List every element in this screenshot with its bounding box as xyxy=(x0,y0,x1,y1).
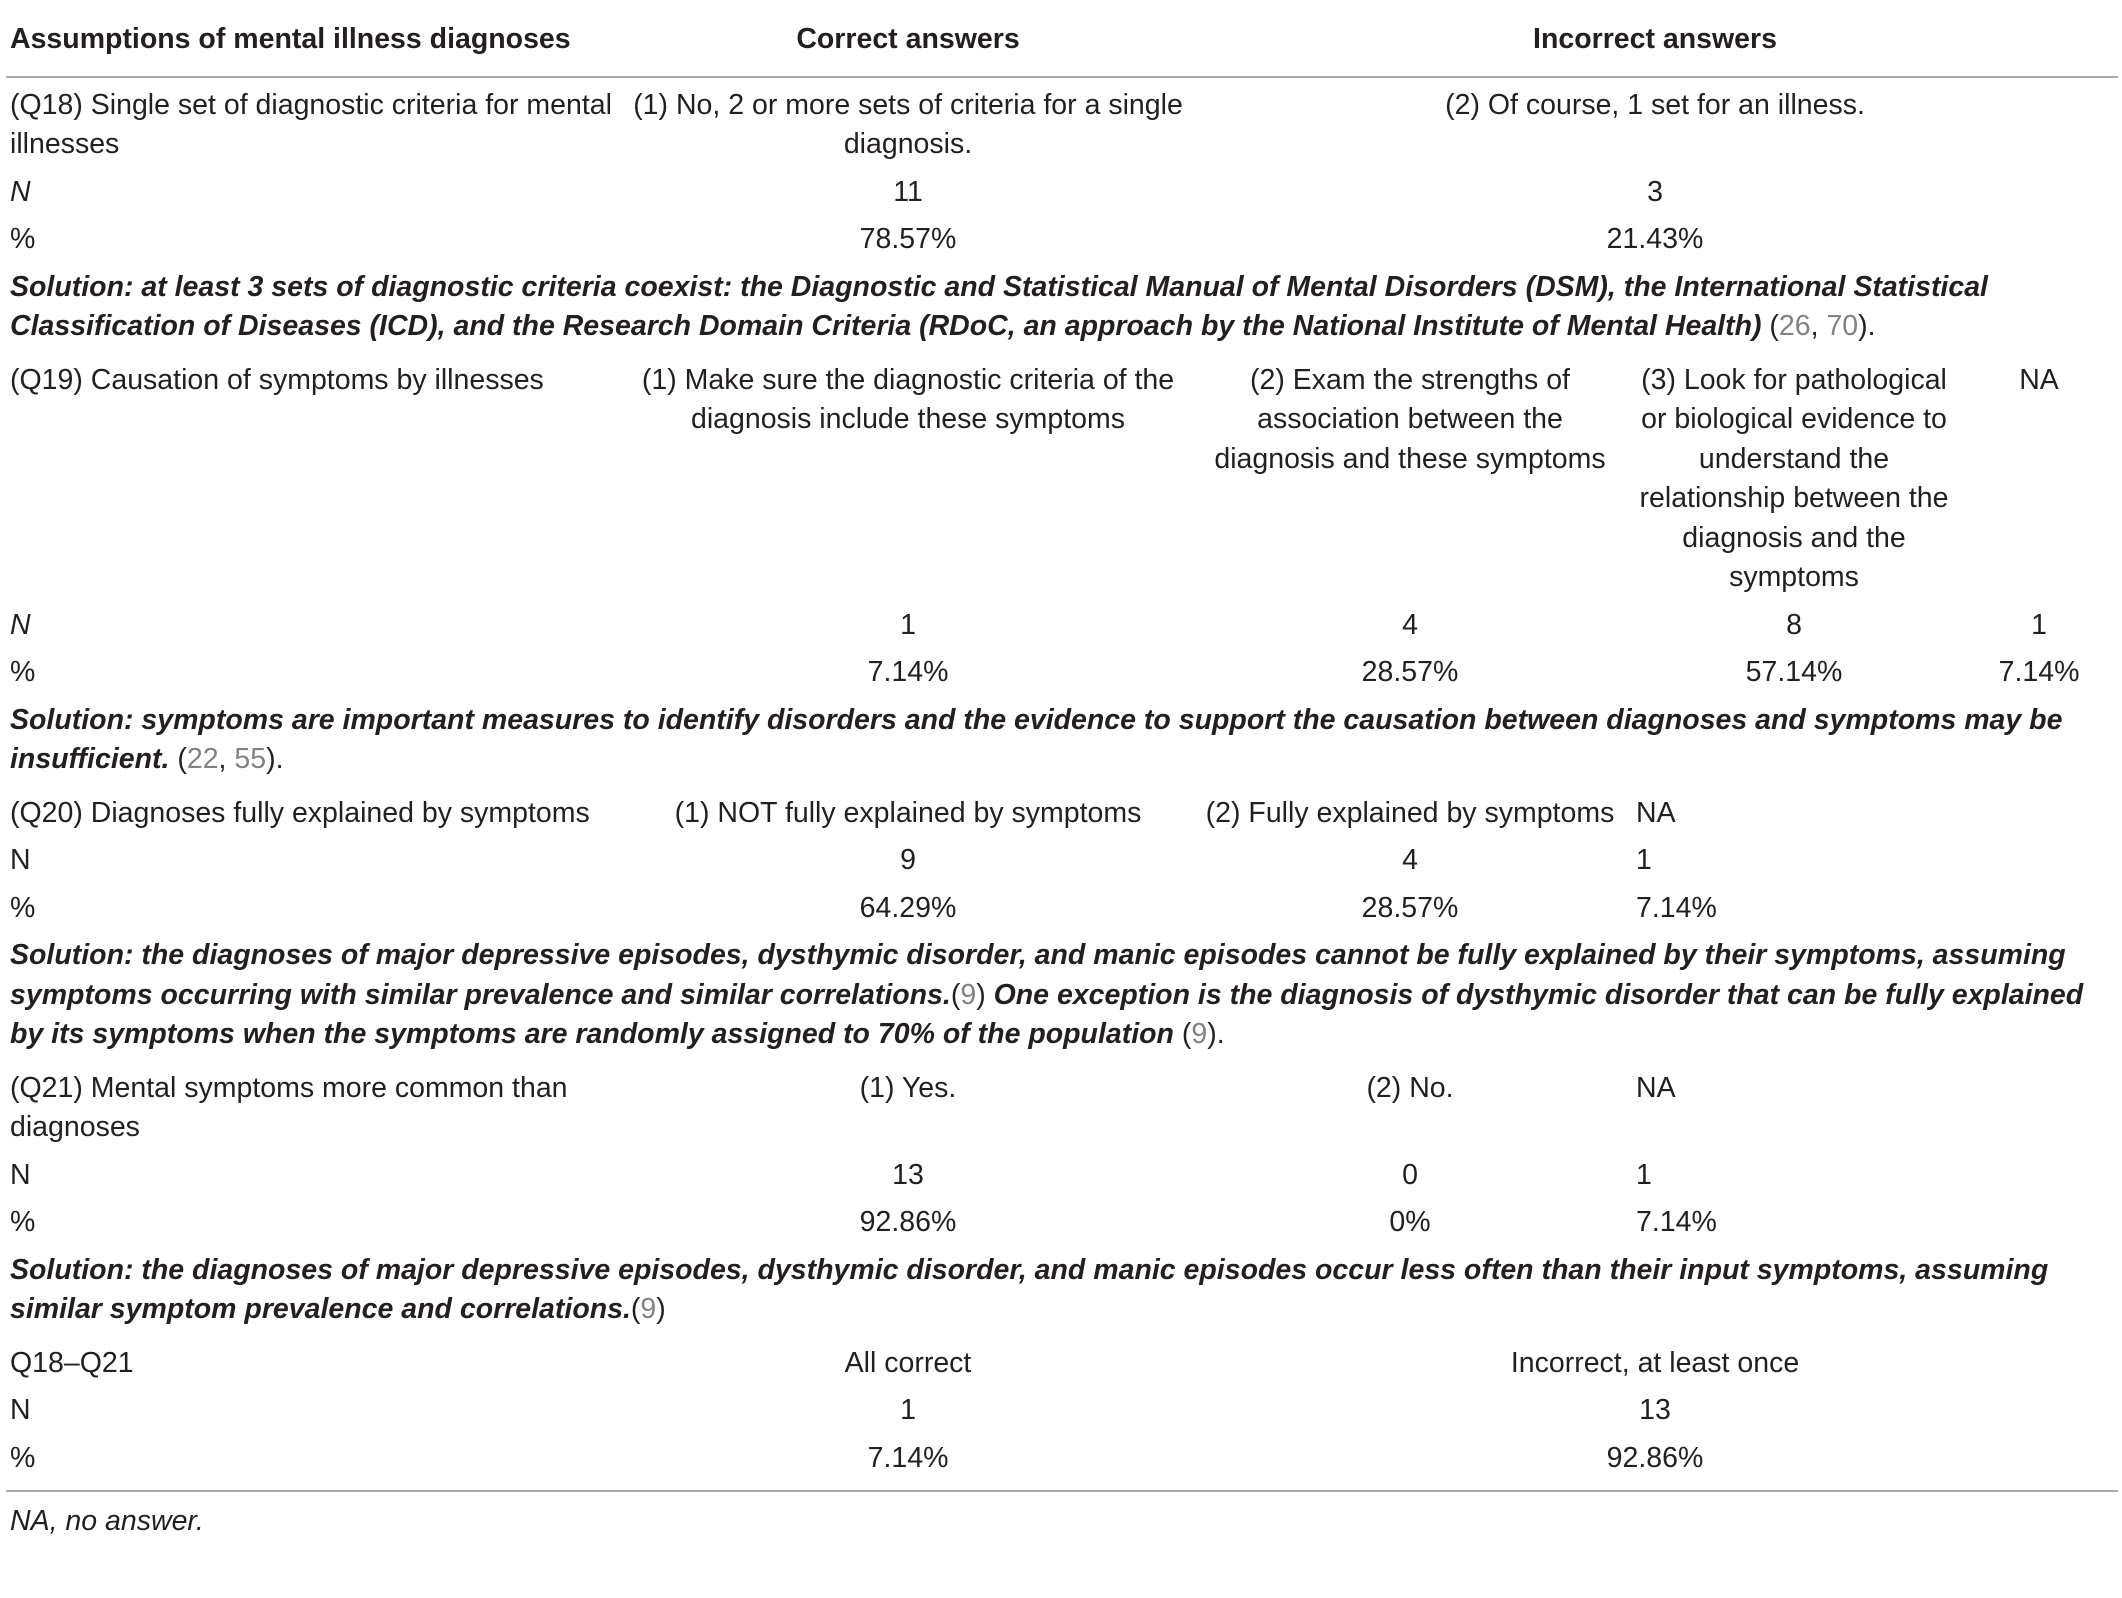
q19-percent-row xyxy=(6,651,2118,699)
q21-option-2: (2) No. xyxy=(1366,1071,1454,1104)
table-footnote: NA, no answer. xyxy=(10,1505,204,1537)
q20-n-1: 9 xyxy=(900,844,916,876)
q21-n-na: 1 xyxy=(1636,1158,1652,1191)
summary-n-incorrect: 13 xyxy=(1639,1394,1671,1426)
q21-solution xyxy=(6,1249,2118,1336)
q20-percent-row xyxy=(6,887,2118,935)
q20-ref-link-b[interactable]: 9 xyxy=(1191,1018,1208,1050)
q19-percent-3: 57.14% xyxy=(1745,656,1843,688)
q20-option-2: (2) Fully explained by symptoms xyxy=(1205,796,1615,829)
q19-n-1: 1 xyxy=(900,608,916,641)
q20-n-row xyxy=(6,839,2118,887)
q20-solution-text-b: One exception is the diagnosis of dysthymic disorder that can be fully explained by its symptoms when the symptoms are randomly assigned to 70% of the population xyxy=(10,978,2084,1050)
q18-solution-text: Solution: at least 3 sets of diagnostic criteria coexist: the Diagnostic and Statistical Manual of Mental Disorders (DSM), the International Statistical Classification of Diseases (ICD), and the Research Domain Criteria (RDoC, an approach by the National Institute of Mental Health) xyxy=(10,270,1988,342)
q19-solution-text: Solution: symptoms are important measures to identify disorders and the evidence to support the causation between diagnoses and symptoms may be insufficient. xyxy=(10,703,2063,775)
summary-label: Q18–Q21 xyxy=(10,1346,134,1379)
q20-option-1: (1) NOT fully explained by symptoms xyxy=(674,796,1142,829)
summary-option-incorrect: Incorrect, at least once xyxy=(1510,1346,1800,1379)
q20-n-label: N xyxy=(10,844,31,876)
q19-cite-sep: , xyxy=(218,743,235,775)
q20-percent-1: 64.29% xyxy=(859,891,957,924)
q20-question-row xyxy=(6,786,2118,840)
q20-solution xyxy=(6,934,2118,1061)
q21-option-1: (1) Yes. xyxy=(859,1071,957,1104)
q21-question: (Q21) Mental symptoms more common than diagnoses xyxy=(10,1071,568,1143)
q21-percent-label: % xyxy=(10,1206,36,1238)
q19-option-3: (3) Look for pathological or biological evidence to understand the relationship between the diagnosis and the symptoms xyxy=(1639,363,1949,593)
q20-percent-2: 28.57% xyxy=(1361,891,1459,924)
q18-cite-close: ). xyxy=(1858,310,1876,342)
q21-n-label: N xyxy=(10,1158,31,1191)
q18-n-correct: 11 xyxy=(893,175,923,208)
q19-cite-open: ( xyxy=(169,743,187,775)
q19-percent-1: 7.14% xyxy=(867,656,949,688)
q21-n-row xyxy=(6,1154,2118,1202)
q20-n-2: 4 xyxy=(1402,844,1418,876)
q18-option-2: (2) Of course, 1 set for an illness. xyxy=(1445,88,1865,121)
q19-question: (Q19) Causation of symptoms by illnesses xyxy=(10,363,544,396)
q20-n-na: 1 xyxy=(1636,844,1652,876)
q19-n-label: N xyxy=(10,608,31,641)
q21-solution-text: Solution: the diagnoses of major depressive episodes, dysthymic disorder, and manic episodes occur less often than their input symptoms, assuming similar symptom prevalence and correlations. xyxy=(10,1253,2049,1325)
q19-solution xyxy=(6,699,2118,786)
q19-n-3: 8 xyxy=(1786,608,1802,641)
q21-solution-row xyxy=(6,1249,2118,1336)
survey-results-table xyxy=(6,0,2118,1542)
q21-percent-row xyxy=(6,1201,2118,1249)
q20-solution-text-a: Solution: the diagnoses of major depressive episodes, dysthymic disorder, and manic episodes cannot be fully explained by their symptoms, assuming symptoms occurring with similar prevalence and similar correlations. xyxy=(10,939,2066,1011)
q20-percent-label: % xyxy=(10,891,36,924)
q20-question: (Q20) Diagnoses fully explained by symptoms xyxy=(10,796,590,829)
q19-percent-na: 7.14% xyxy=(1998,656,2080,688)
q18-solution xyxy=(6,266,2118,353)
q19-question-row xyxy=(6,353,2118,604)
q19-cite-close: ). xyxy=(266,743,284,775)
q21-n-1: 13 xyxy=(892,1158,924,1191)
q18-question: (Q18) Single set of diagnostic criteria for mental illnesses xyxy=(10,88,612,160)
q19-ref-link-1[interactable]: 22 xyxy=(186,743,219,775)
summary-option-all-correct: All correct xyxy=(844,1346,972,1379)
q18-percent-row xyxy=(6,218,2118,266)
q18-percent-correct: 78.57% xyxy=(859,223,957,255)
q20-ref-link-a[interactable]: 9 xyxy=(960,978,977,1011)
q18-n-incorrect: 3 xyxy=(1647,175,1663,208)
q21-option-na: NA xyxy=(1636,1071,1676,1104)
q19-option-2: (2) Exam the strengths of association between the diagnosis and these symptoms xyxy=(1214,363,1606,475)
q18-percent-incorrect: 21.43% xyxy=(1606,223,1704,255)
q19-percent-2: 28.57% xyxy=(1361,656,1459,688)
q18-ref-link-2[interactable]: 70 xyxy=(1826,310,1859,342)
q18-question-row xyxy=(6,77,2118,171)
footnote-row xyxy=(6,1491,2118,1542)
q19-n-2: 4 xyxy=(1402,608,1418,641)
header-assumptions: Assumptions of mental illness diagnoses xyxy=(6,0,624,77)
q21-percent-1: 92.86% xyxy=(859,1206,957,1238)
summary-n-row xyxy=(6,1389,2118,1437)
q18-solution-row xyxy=(6,266,2118,353)
q18-option-1: (1) No, 2 or more sets of criteria for a single diagnosis. xyxy=(633,88,1183,160)
q21-cite-close: ) xyxy=(656,1293,666,1325)
q18-n-label: N xyxy=(10,175,31,208)
q21-ref-link-1[interactable]: 9 xyxy=(640,1293,657,1325)
header-correct-answers: Correct answers xyxy=(624,0,1192,77)
q21-percent-na: 7.14% xyxy=(1636,1206,1717,1238)
q18-percent-label: % xyxy=(10,223,36,255)
q20-cite-a-open: ( xyxy=(950,978,961,1011)
q21-percent-2: 0% xyxy=(1389,1206,1431,1238)
q19-percent-label: % xyxy=(10,656,36,688)
summary-n-label: N xyxy=(10,1394,31,1426)
q20-solution-row xyxy=(6,934,2118,1061)
q19-n-na: 1 xyxy=(2031,608,2047,641)
q21-cite-open: ( xyxy=(630,1293,641,1325)
q20-percent-na: 7.14% xyxy=(1636,891,1717,924)
table-header-row xyxy=(6,0,2118,77)
q20-option-na: NA xyxy=(1636,796,1676,829)
summary-label-row xyxy=(6,1336,2118,1390)
q19-option-na: NA xyxy=(2019,363,2059,396)
header-incorrect-answers: Incorrect answers xyxy=(1192,0,2118,77)
summary-percent-label: % xyxy=(6,1437,624,1492)
q19-ref-link-2[interactable]: 55 xyxy=(234,743,267,775)
q19-n-row xyxy=(6,604,2118,652)
q20-cite-b-close: ). xyxy=(1207,1018,1225,1050)
q19-solution-row xyxy=(6,699,2118,786)
summary-percent-row xyxy=(6,1437,2118,1492)
summary-percent-correct: 7.14% xyxy=(624,1437,1192,1492)
summary-n-correct: 1 xyxy=(900,1394,916,1426)
q20-cite-b-open: ( xyxy=(1173,1018,1192,1050)
q21-question-row xyxy=(6,1061,2118,1154)
q19-option-1: (1) Make sure the diagnostic criteria of the diagnosis include these symptoms xyxy=(641,363,1175,435)
q18-cite-open: ( xyxy=(1761,310,1779,342)
q21-n-2: 0 xyxy=(1402,1158,1418,1191)
summary-percent-incorrect: 92.86% xyxy=(1192,1437,2118,1492)
q20-cite-a-close: ) xyxy=(976,978,986,1011)
q18-cite-sep: , xyxy=(1810,310,1827,342)
q18-n-row xyxy=(6,171,2118,219)
q18-ref-link-1[interactable]: 26 xyxy=(1778,310,1811,342)
